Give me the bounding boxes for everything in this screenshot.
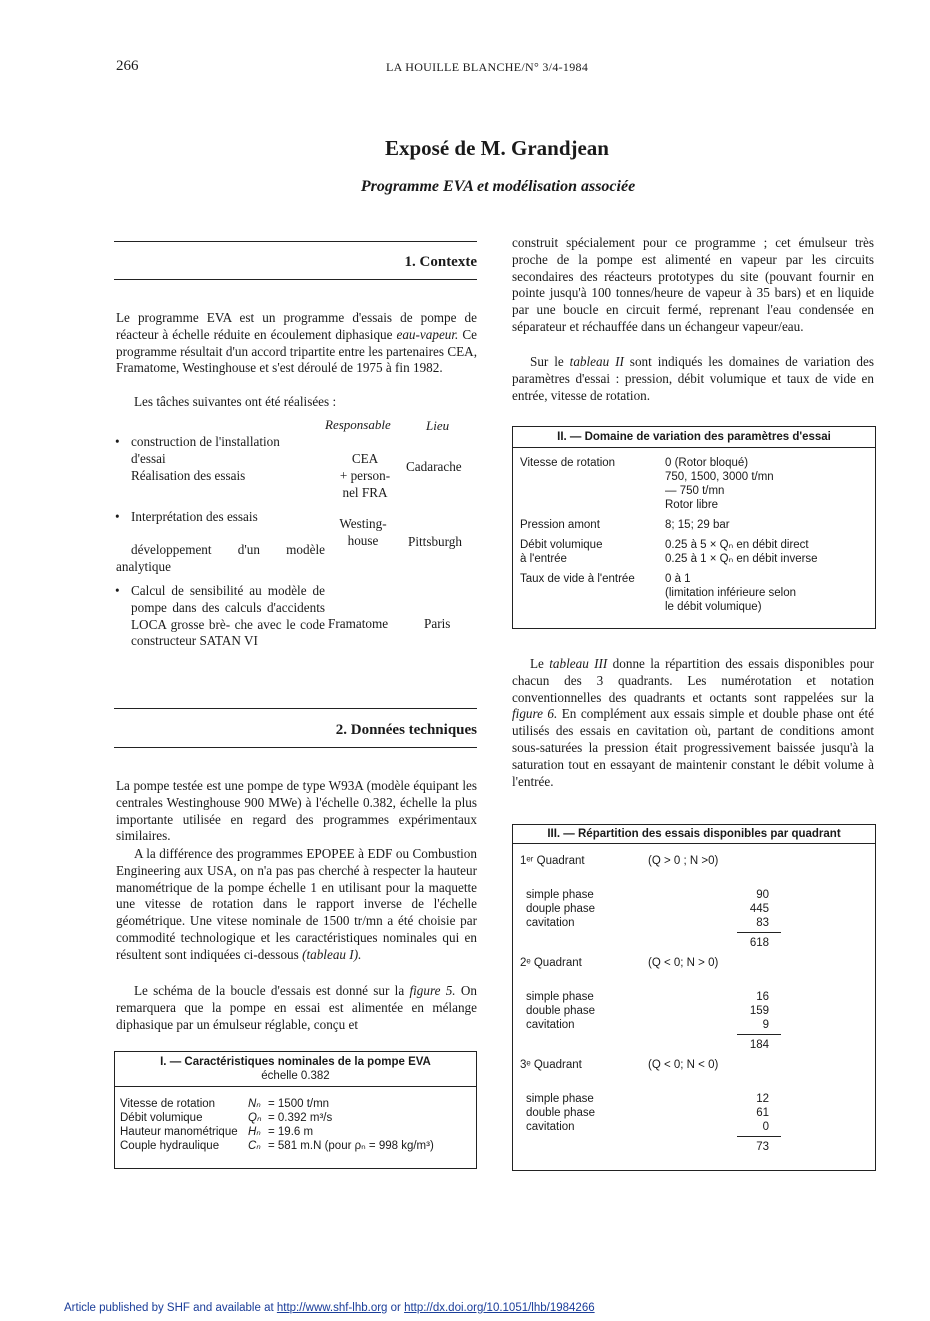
shf-link[interactable]: http://www.shf-lhb.org [276,1302,388,1314]
table-row: cavitation [526,1121,575,1133]
task-responsable: CEA + person- nel FRA [339,451,391,500]
table-value: 90 [756,889,769,901]
table-row: Couple hydraulique Cₙ = 581 m.N (pour ρₙ = 998 kg/m³) [120,1140,434,1152]
sum-rule [737,932,781,933]
section-2-paragraph-2: A la différence des programmes EPOPEE à EDF ou Combustion Engineering aux USA, on n'a pas pas cherché à respecter la hauteur manométrique de la pompe échelle 1 en utilisant pour la maquette une vitesse de rotation dans le rapport inverse de l'échelle géométrique. Une vitese nominale de 1500 tr/mn a été choisie par commodité technologique et les caractéristiques nominales qui en résultent sont indiquées ci-dessous (tableau I). [116,846,477,962]
table-3-title: III. — Répartition des essais disponibles par quadrant [513,825,875,844]
doi-link[interactable]: http://dx.doi.org/10.1051/lhb/1984266 [404,1302,595,1314]
table-row: Vitesse de rotation Nₙ = 1500 t/mn [120,1098,330,1110]
table-row: Taux de vide à l'entrée [520,573,635,585]
table-row: Débit volumique à l'entrée [520,539,603,565]
task-item: Calcul de sensibilité au modèle de pompe dans des calculs d'accidents LOCA grosse brè- che avec le code constructeur SATAN VI [131,583,325,649]
table-row: douple phase [526,903,596,915]
table-cell: 0 à 1 (limitation inférieure selon le débit volumique) [665,573,797,613]
table-row: simple phase [526,1093,594,1105]
table-row: Pression amont [520,519,600,531]
section-rule [114,279,477,280]
article-subtitle: Programme EVA et modélisation associée [360,178,636,195]
col-lieu: Lieu [426,418,450,433]
table-row: Débit volumique Qₙ = 0.392 m³/s [120,1112,333,1124]
table-1 [114,1051,477,1169]
table-row: simple phase [526,991,594,1003]
table-row: double phase [526,1107,596,1119]
table-cell: 0.25 à 5 × Qₙ en débit direct 0.25 à 1 × Qₙ en débit inverse [665,539,818,565]
task-item: construction de l'installation d'essai Réalisation des essais [131,434,280,483]
table-value: 61 [756,1107,769,1119]
table-value: 159 [749,1005,769,1017]
right-paragraph-3: Le tableau III donne la répartition des essais disponibles pour chacun des 3 quadrants. Les numérotation et notation conventionnelles des quadrants et octants sont rappelées sur la figure 6. En complément aux essais simple et double phase ont été utilisés des essais en cavitation où, partant de conditions amont sous-saturées la pression était progressivement baissée jusqu'à la saturation tout en essayant de maintenir constant le débit volume à l'entrée. [512,656,874,789]
table-row: simple phase [526,889,594,901]
table-cell: 8; 15; 29 bar [665,519,730,531]
section-rule [114,708,477,709]
quadrant-label: 3ᵉ Quadrant [520,1059,582,1071]
task-responsable: Framatome [328,616,389,631]
task-item-continued: développement d'un modèle analytique [116,542,325,574]
task-lieu: Cadarache [406,459,462,474]
table-row: cavitation [526,1019,575,1031]
section-1-paragraph: Le programme EVA est un programme d'essais de pompe de réacteur à échelle réduite en écoulement diphasique eau-vapeur. Ce programme résultait d'un accord tripartite entre les partenaires CEA, Framatome, Westinghouse et s'est déroulé de 1975 à fin 1982. [116,310,477,376]
table-value: 9 [762,1019,769,1031]
journal-header: LA HOUILLE BLANCHE/N° 3/4-1984 [386,60,589,74]
table-value: 0 [762,1121,769,1133]
sum-rule [737,1136,781,1137]
quadrant-condition: (Q < 0; N < 0) [648,1059,719,1071]
section-rule [114,747,477,748]
table-total: 618 [749,937,769,949]
table-3 [512,824,876,1171]
quadrant-label: 2ᵉ Quadrant [520,957,582,969]
section-2-title: 2. Données techniques [335,722,477,738]
quadrant-condition: (Q > 0 ; N >0) [648,855,719,867]
section-2-paragraph: La pompe testée est une pompe de type W93A (modèle équipant les centrales Westinghouse 900 MWe) à l'échelle 0.382, échelle la plus importante utilisée en regard des programmes expérimentaux similaires. [116,778,477,844]
table-row: double phase [526,1005,596,1017]
table-1-title: I. — Caractéristiques nominales de la pompe EVA échelle 0.382 [115,1052,476,1087]
table-row: cavitation [526,917,575,929]
section-1-title: 1. Contexte [404,254,477,270]
task-responsable: Westing- house [339,516,387,548]
section-2-paragraph-3: Le schéma de la boucle d'essais est donné sur la figure 5. On remarquera que la pompe en essai est alimentée en mélange diphasique par un émulseur réglable, conçu et [116,983,477,1032]
task-lieu: Pittsburgh [408,534,462,549]
section-rule [114,241,477,242]
table-total: 73 [756,1141,769,1153]
table-value: 83 [756,917,769,929]
task-lieu: Paris [424,616,451,631]
table-value: 445 [749,903,769,915]
footer-citation: Article published by SHF and available at http://www.shf-lhb.org or http://dx.doi.org/10.1051/lhb/1984266 [64,1302,595,1314]
table-2-title: II. — Domaine de variation des paramètres d'essai [513,427,875,448]
table-value: 16 [756,991,769,1003]
section-1-paragraph-2: Les tâches suivantes ont été réalisées : [134,394,337,409]
table-value: 12 [756,1093,769,1105]
table-2 [512,426,876,629]
right-paragraph-2: Sur le tableau II sont indiqués les domaines de variation des paramètres d'essai : pression, débit volumique et taux de vide en entrée, vitesse de rotation. [512,354,874,403]
task-item: Interprétation des essais [131,509,258,524]
table-row: Hauteur manométrique Hₙ = 19.6 m [120,1126,314,1138]
article-title: Exposé de M. Grandjean [384,136,609,160]
quadrant-condition: (Q < 0; N > 0) [648,957,719,969]
table-cell: 0 (Rotor bloqué) 750, 1500, 3000 t/mn — 750 t/mn Rotor libre [665,457,774,511]
page-number: 266 [116,58,139,74]
right-paragraph-1: construit spécialement pour ce programme ; cet émulseur très proche de la pompe est alimenté en vapeur par les circuits secondaires des réacteurs prototypes du site (pouvant fournir en pointe jusqu'à 100 tonnes/heure de vapeur à 35 bars) et en liquide par une boucle en circuit fermé, reprenant l'eau condensée en séparateur et réchauffée dans un échangeur vapeur/eau. [512,235,874,334]
sum-rule [737,1034,781,1035]
quadrant-label: 1ᵉʳ Quadrant [520,855,585,867]
table-row: Vitesse de rotation [520,457,616,469]
col-responsable: Responsable [325,417,391,432]
table-total: 184 [749,1039,769,1051]
